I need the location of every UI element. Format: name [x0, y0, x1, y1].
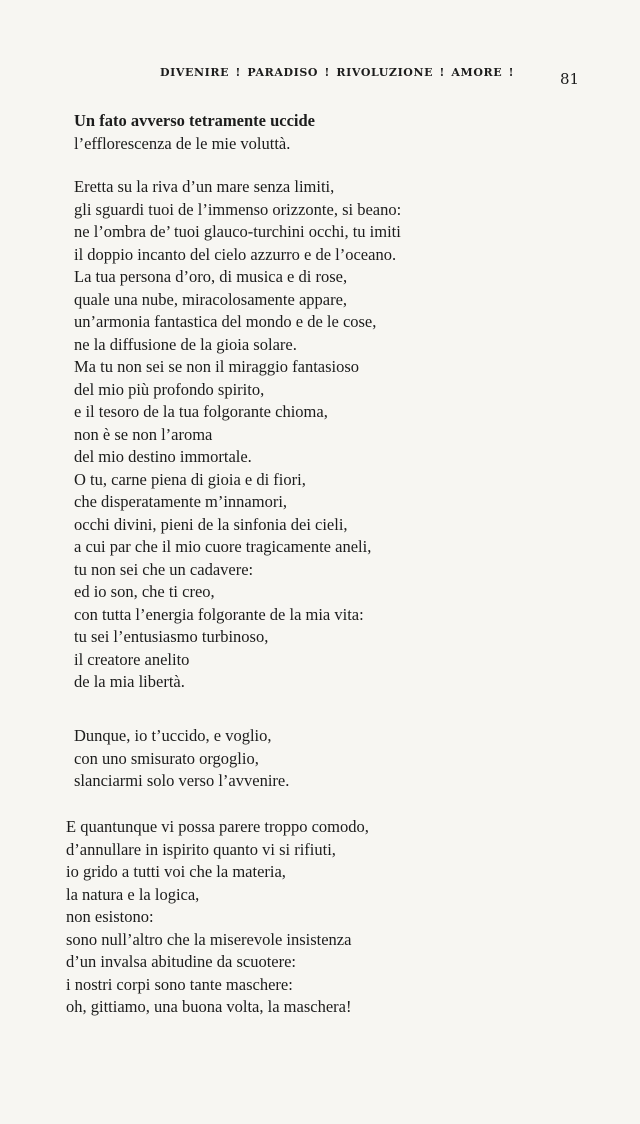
- poem-line: a cui par che il mio cuore tragicamente aneli,: [74, 537, 372, 556]
- stanza-1: [74, 110, 315, 155]
- poem-line: Un fato avverso tetramente uccide: [74, 111, 316, 130]
- poem-line: con tutta l’energia folgorante de la mia vita:: [74, 604, 364, 624]
- poem-line: Dunque, io t’uccido, e voglio,: [74, 726, 272, 745]
- poem-line: con uno smisurato orgoglio,: [74, 748, 259, 768]
- poem-line: slanciarmi solo verso l’avvenire.: [74, 771, 290, 790]
- poem-line: O tu, carne piena di gioia e di fiori,: [74, 469, 306, 489]
- poem-line: che disperatamente m’innamori,: [74, 492, 288, 511]
- poem-line: la natura e la logica,: [66, 884, 200, 904]
- poem-line: d’un invalsa abitudine da scuotere:: [66, 952, 297, 971]
- stanza-2: [74, 176, 401, 694]
- poem-line: occhi divini, pieni de la sinfonia dei cieli,: [74, 514, 348, 534]
- poem-line: del mio più profondo spirito,: [74, 379, 265, 399]
- poem-line: un’armonia fantastica del mondo e de le cose,: [74, 312, 377, 331]
- poem-line: ne la diffusione de la gioia solare.: [74, 334, 297, 354]
- stanza-4: [66, 816, 369, 1019]
- poem-line: ed io son, che ti creo,: [74, 582, 215, 601]
- running-title: DIVENIRE ! PARADISO ! RIVOLUZIONE ! AMORE !: [160, 66, 515, 79]
- poem-line: La tua persona d’oro, di musica e di rose,: [74, 267, 348, 286]
- poem-line: non è se non l’aroma: [74, 424, 213, 444]
- poem-line: non esistono:: [66, 907, 154, 926]
- poem-line: il creatore anelito: [74, 649, 190, 669]
- poem-line: d’annullare in ispirito quanto vi si rifiuti,: [66, 839, 336, 859]
- poem-line: del mio destino immortale.: [74, 447, 252, 466]
- poem-line: il doppio incanto del cielo azzurro e de l’oceano.: [74, 244, 397, 264]
- poem-line: tu non sei che un cadavere:: [74, 559, 254, 579]
- poem-line: tu sei l’entusiasmo turbinoso,: [74, 627, 269, 646]
- poem-line: E quantunque vi possa parere troppo comodo,: [66, 817, 369, 836]
- poem-line: de la mia libertà.: [74, 672, 185, 691]
- poem-line: sono null’altro che la miserevole insistenza: [66, 929, 352, 949]
- stanza-3: [74, 725, 289, 793]
- poem-line: quale una nube, miracolosamente appare,: [74, 289, 348, 309]
- poem-line: l’efflorescenza de le mie voluttà.: [74, 133, 291, 153]
- poem-line: oh, gittiamo, una buona volta, la maschera!: [66, 997, 352, 1016]
- poem-line: Eretta su la riva d’un mare senza limiti,: [74, 177, 335, 196]
- poem-line: ne l’ombra de’ tuoi glauco-turchini occhi, tu imiti: [74, 222, 401, 241]
- poem-line: i nostri corpi sono tante maschere:: [66, 974, 293, 994]
- poem-line: gli sguardi tuoi de l’immenso orizzonte, si beano:: [74, 199, 402, 219]
- poem-line: io grido a tutti voi che la materia,: [66, 862, 286, 881]
- poem-line: Ma tu non sei se non il miraggio fantasioso: [74, 357, 360, 376]
- page-number: 81: [560, 70, 580, 88]
- poem-line: e il tesoro de la tua folgorante chioma,: [74, 402, 328, 421]
